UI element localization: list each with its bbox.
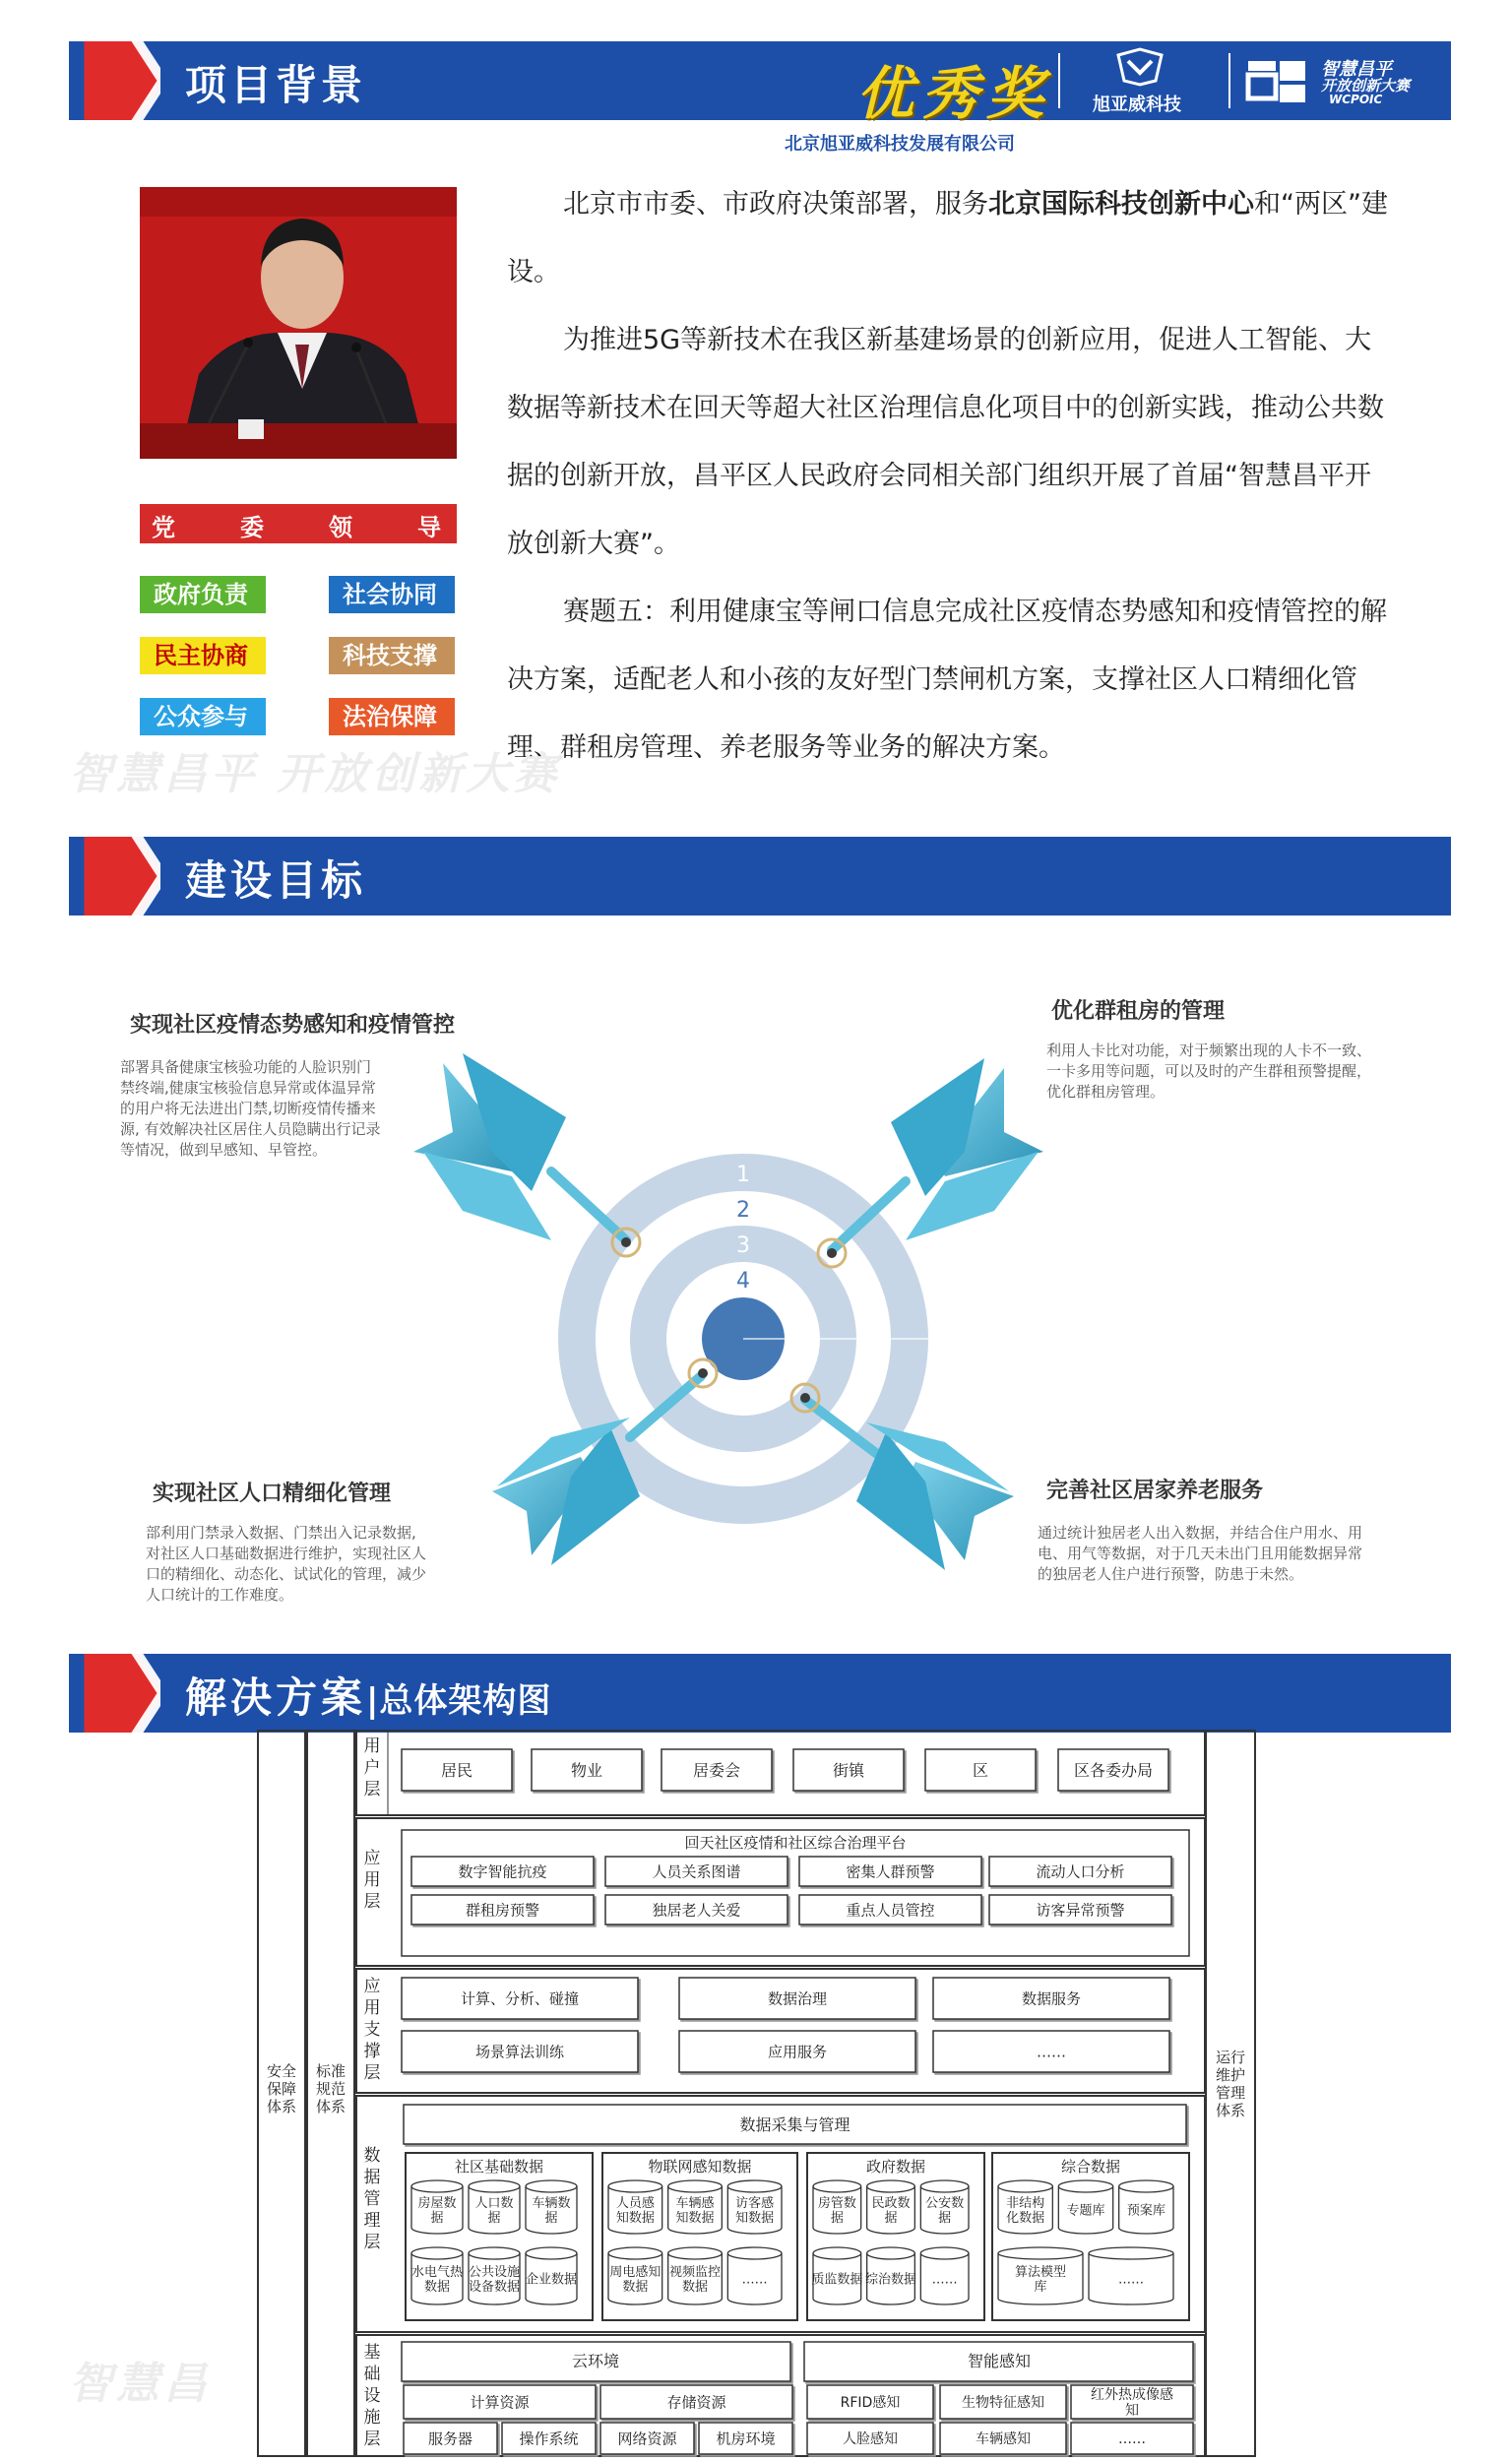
goal-description bbox=[146, 1523, 490, 1606]
cloud-item-box bbox=[502, 2423, 596, 2454]
app-module-box-label: 密集人群预警 bbox=[846, 1862, 935, 1881]
sense-item-box-label: RFID感知 bbox=[840, 2395, 901, 2411]
data-store-icon-label: …… bbox=[931, 2272, 958, 2288]
support-module-box-label: 场景算法训练 bbox=[474, 2043, 565, 2061]
section-logo-icon bbox=[67, 41, 160, 120]
support-layer-label: 撑 bbox=[363, 2042, 381, 2061]
data-store-icon-label: 公共设施 bbox=[468, 2265, 521, 2280]
section-title: 项目背景 bbox=[185, 61, 367, 109]
support-module-box-label: 计算、分析、碰撞 bbox=[460, 1989, 580, 2008]
goal-title: 实现社区人口精细化管理 bbox=[153, 1482, 392, 1506]
infra-layer-label: 设 bbox=[363, 2386, 381, 2406]
cloud-item-box-label: 网络资源 bbox=[617, 2429, 677, 2448]
goal-desc-line: 禁终端,健康宝核验信息异常或体温异常 bbox=[120, 1079, 376, 1097]
data-store-icon bbox=[920, 2247, 969, 2304]
app-module-box bbox=[989, 1895, 1171, 1925]
data-store-icon-label: 库 bbox=[1034, 2280, 1047, 2295]
data-store-icon-label: 据 bbox=[938, 2211, 952, 2226]
user-type-box-label: 区各委办局 bbox=[1073, 1761, 1154, 1780]
data-store-icon-label: 据 bbox=[487, 2211, 501, 2226]
infra-layer-label: 基 bbox=[363, 2343, 381, 2363]
data-store-icon bbox=[526, 2247, 577, 2304]
data-store-icon bbox=[526, 2180, 577, 2234]
data-store-icon bbox=[469, 2180, 520, 2234]
photo-illustration bbox=[140, 187, 457, 459]
support-module-box bbox=[933, 2031, 1169, 2072]
section-subtitle: |总体架构图 bbox=[366, 1681, 552, 1721]
section-logo-icon bbox=[67, 1654, 160, 1733]
goal-desc-line: 口的精细化、动态化、试试化的管理，减少 bbox=[146, 1565, 427, 1583]
divider bbox=[1058, 53, 1060, 108]
data-store-icon bbox=[608, 2180, 662, 2234]
data-store-icon bbox=[411, 2180, 463, 2234]
sense-item-box bbox=[1071, 2385, 1193, 2419]
support-module-box bbox=[402, 2031, 638, 2072]
goal-desc-line: 人口统计的工作难度。 bbox=[146, 1586, 294, 1604]
section-banner-background bbox=[69, 837, 1451, 915]
cloud-item-box-label: 机房环境 bbox=[716, 2429, 776, 2448]
operation-label: 管理 bbox=[1215, 2084, 1246, 2102]
cloud-item-box-label: 服务器 bbox=[427, 2429, 473, 2448]
smart-sense-title: 智能感知 bbox=[967, 2352, 1032, 2370]
cloud-env-title: 云环境 bbox=[571, 2352, 620, 2370]
goal-desc-line: 利用人卡比对功能，对于频繁出现的人卡不一致、 bbox=[1046, 1041, 1372, 1059]
support-module-box-label: 应用服务 bbox=[767, 2043, 828, 2061]
data-layer-label: 据 bbox=[363, 2168, 381, 2187]
intro-paragraph-2: 为推进5G等新技术在我区新基建场景的创新应用，促进人工智能、大数据等新技术在回天等超大社区治理信息化项目中的创新实践，推动公共数据的创新开放，昌平区人民政府会同相关部门组织开展了首届“智慧昌平开放创新大赛”。 bbox=[507, 325, 1384, 559]
data-store-icon bbox=[1058, 2180, 1112, 2234]
user-type-box bbox=[402, 1749, 512, 1791]
data-store-icon-label: 车辆感 bbox=[675, 2196, 715, 2211]
goal-desc-line: 源, 有效解决社区居住人员隐瞒出行记录 bbox=[120, 1120, 381, 1138]
cloud-item-box bbox=[404, 2423, 497, 2454]
data-collection-box-label: 数据采集与管理 bbox=[739, 2115, 850, 2134]
sense-item-box bbox=[940, 2385, 1066, 2419]
user-type-box bbox=[532, 1749, 642, 1791]
data-store-icon bbox=[608, 2247, 662, 2304]
data-store-icon-label: 数据 bbox=[423, 2280, 451, 2295]
data-store-icon-label: 知数据 bbox=[735, 2211, 775, 2226]
data-store-icon bbox=[920, 2180, 969, 2234]
cloud-item-box bbox=[699, 2423, 792, 2454]
compute-resource-box bbox=[404, 2385, 596, 2419]
data-store-icon-label: …… bbox=[1118, 2272, 1144, 2288]
section-title-main: 解决方案 bbox=[185, 1673, 367, 1722]
data-store-icon bbox=[411, 2247, 464, 2304]
data-store-icon-label: 民政数 bbox=[871, 2196, 911, 2211]
tag-header-char: 委 bbox=[240, 514, 264, 541]
data-layer-label: 层 bbox=[363, 2233, 381, 2252]
data-group-title: 物联网感知数据 bbox=[648, 2158, 752, 2176]
data-store-icon bbox=[469, 2247, 520, 2304]
app-module-box-label: 数字智能抗疫 bbox=[458, 1862, 547, 1881]
section-title bbox=[185, 1666, 551, 1725]
support-layer-label: 用 bbox=[363, 1998, 381, 2018]
standard-label: 体系 bbox=[315, 2098, 346, 2115]
tag-technology: 科技支撑 bbox=[329, 637, 455, 674]
goal-desc-line: 对社区人口基础数据进行维护，实现社区人 bbox=[146, 1545, 427, 1562]
goal-desc-line: 部署具备健康宝核验功能的人脸识别门 bbox=[120, 1058, 372, 1076]
support-module-box bbox=[679, 2031, 915, 2072]
app-platform-title: 回天社区疫情和社区综合治理平台 bbox=[684, 1834, 907, 1852]
goal-title: 完善社区居家养老服务 bbox=[1046, 1479, 1264, 1503]
sense-item-box-label: 人脸感知 bbox=[843, 2431, 898, 2447]
data-store-icon-label: 访客感 bbox=[735, 2196, 775, 2211]
support-module-box-label: …… bbox=[1037, 2043, 1066, 2061]
sense-item-box-label: 车辆感知 bbox=[976, 2431, 1031, 2447]
data-collection-box bbox=[404, 2105, 1186, 2144]
goal-desc-line: 电、用气等数据，对于几天未出门且用能数据异常 bbox=[1038, 1545, 1363, 1562]
sense-item-box bbox=[1071, 2423, 1193, 2454]
app-module-box bbox=[989, 1857, 1171, 1886]
app-module-box-label: 访客异常预警 bbox=[1036, 1901, 1125, 1920]
data-store-icon-label: 水电气热 bbox=[410, 2265, 464, 2280]
brand-xuyawei: 旭亚威科技 bbox=[1093, 95, 1181, 115]
infra-layer-label: 层 bbox=[363, 2429, 381, 2449]
data-store-icon bbox=[668, 2247, 723, 2304]
app-layer-label: 层 bbox=[363, 1892, 381, 1912]
architecture-diagram bbox=[0, 1728, 1512, 2461]
data-store-icon-label: 据 bbox=[430, 2211, 444, 2226]
xuyawei-logo-icon bbox=[1112, 47, 1167, 87]
tag-democracy: 民主协商 bbox=[140, 637, 266, 674]
data-store-icon bbox=[1089, 2247, 1173, 2304]
app-module-box bbox=[605, 1857, 788, 1886]
standard-label: 规范 bbox=[315, 2080, 346, 2098]
tag-public: 公众参与 bbox=[140, 698, 266, 735]
user-type-box bbox=[793, 1749, 904, 1791]
operation-label: 维护 bbox=[1215, 2066, 1246, 2084]
cloud-item-box-label: 操作系统 bbox=[519, 2429, 579, 2448]
leader-photo bbox=[140, 187, 457, 459]
app-module-box bbox=[799, 1895, 981, 1925]
sense-item-box bbox=[807, 2423, 933, 2454]
infra-layer-label: 施 bbox=[363, 2408, 381, 2428]
section-banner-background bbox=[69, 41, 1451, 127]
data-store-icon-label: 据 bbox=[544, 2211, 558, 2226]
app-module-box-label: 群租房预警 bbox=[465, 1901, 540, 1920]
goal-desc-line: 一卡多用等问题，可以及时的产生群租预警提醒， bbox=[1046, 1062, 1372, 1080]
data-store-icon-label: 数据 bbox=[622, 2280, 649, 2295]
support-module-box bbox=[933, 1978, 1169, 2019]
data-store-icon-label: 综治数据 bbox=[864, 2272, 917, 2288]
support-layer-label: 层 bbox=[363, 2063, 381, 2083]
storage-resource-box bbox=[600, 2385, 792, 2419]
support-module-box-label: 数据服务 bbox=[1021, 1989, 1082, 2008]
data-store-icon-label: …… bbox=[741, 2272, 768, 2288]
tag-header-char: 领 bbox=[329, 514, 352, 541]
target-ring-label: 1 bbox=[736, 1163, 750, 1187]
goal-desc-line: 的用户将无法进出门禁,切断疫情传播来 bbox=[120, 1100, 376, 1117]
app-module-box-label: 流动人口分析 bbox=[1036, 1862, 1125, 1881]
data-store-icon-label: 企业数据 bbox=[525, 2272, 578, 2288]
target-ring-label: 2 bbox=[736, 1198, 750, 1223]
user-layer-label: 层 bbox=[363, 1780, 381, 1799]
user-type-box bbox=[1058, 1749, 1168, 1791]
sense-item-box-label: …… bbox=[1118, 2431, 1146, 2447]
goal-desc-line: 部利用门禁录入数据、门禁出入记录数据, bbox=[146, 1524, 416, 1542]
data-store-icon-label: 预案库 bbox=[1126, 2203, 1166, 2219]
goal-desc-line: 等情况，做到早感知、早管控。 bbox=[120, 1141, 328, 1159]
sense-item-box bbox=[807, 2385, 933, 2419]
infra-layer-label: 础 bbox=[363, 2365, 381, 2384]
support-module-box-label: 数据治理 bbox=[767, 1989, 828, 2008]
sense-item-box-label: 红外热成像感 bbox=[1091, 2387, 1173, 2403]
sense-item-box-label: 知 bbox=[1125, 2403, 1139, 2419]
data-store-icon-label: 知数据 bbox=[615, 2211, 655, 2226]
data-group-title: 社区基础数据 bbox=[454, 2158, 544, 2176]
data-store-icon bbox=[865, 2247, 916, 2304]
operation-label: 体系 bbox=[1215, 2102, 1246, 2119]
data-store-icon bbox=[727, 2247, 782, 2304]
target-ring-label: 4 bbox=[736, 1269, 750, 1294]
intro-p1-highlight: 北京国际科技创新中心 bbox=[988, 189, 1254, 220]
award-badge: 优秀奖 bbox=[856, 60, 1052, 127]
user-type-box-label: 区 bbox=[972, 1761, 989, 1780]
data-store-icon-label: 车辆数 bbox=[532, 2196, 571, 2211]
data-store-icon bbox=[811, 2247, 862, 2304]
user-type-box-label: 街镇 bbox=[832, 1761, 865, 1780]
data-store-icon-label: 视频监控 bbox=[668, 2265, 722, 2280]
goal-title: 优化群租房的管理 bbox=[1051, 999, 1226, 1024]
divider bbox=[1228, 53, 1230, 108]
app-module-box bbox=[605, 1895, 788, 1925]
data-store-icon-label: 据 bbox=[830, 2211, 844, 2226]
intro-p1-text: 北京市市委、市政府决策部署，服务 bbox=[563, 189, 988, 220]
user-type-box bbox=[925, 1749, 1036, 1791]
brand-wcpoic-line1: 智慧昌平 bbox=[1321, 59, 1392, 80]
data-layer-label: 数 bbox=[363, 2146, 381, 2166]
tag-law: 法治保障 bbox=[329, 698, 455, 735]
user-type-box-label: 居委会 bbox=[692, 1761, 741, 1780]
data-store-icon-label: 化数据 bbox=[1006, 2211, 1045, 2226]
data-store-icon-label: 设备数据 bbox=[468, 2280, 521, 2295]
data-store-icon-label: 知数据 bbox=[675, 2211, 715, 2226]
section-title: 建设目标 bbox=[185, 856, 367, 905]
data-store-icon bbox=[998, 2180, 1052, 2234]
security-label: 体系 bbox=[266, 2098, 297, 2115]
app-module-box bbox=[411, 1895, 594, 1925]
user-type-box bbox=[662, 1749, 772, 1791]
app-module-box-label: 独居老人关爱 bbox=[652, 1901, 741, 1920]
support-module-box bbox=[679, 1978, 915, 2019]
app-module-box-label: 重点人员管控 bbox=[846, 1901, 935, 1920]
data-store-icon bbox=[813, 2180, 861, 2234]
data-store-icon bbox=[727, 2180, 782, 2234]
section-logo-icon bbox=[67, 837, 160, 915]
brand-wcpoic-line2: 开放创新大赛 bbox=[1321, 77, 1411, 95]
tag-header-char: 党 bbox=[152, 514, 175, 541]
goal-description bbox=[1046, 1041, 1440, 1103]
data-store-icon-label: 人员感 bbox=[615, 2196, 655, 2211]
app-module-box bbox=[411, 1857, 594, 1886]
data-store-icon-label: 质监数据 bbox=[811, 2272, 863, 2288]
intro-p1-text-end: 和“两区”建设。 bbox=[507, 189, 1388, 287]
storage-resource-box-label: 存储资源 bbox=[666, 2393, 726, 2412]
data-store-icon-label: 数据 bbox=[681, 2280, 709, 2295]
intro-text bbox=[507, 170, 1393, 782]
user-layer-label: 用 bbox=[363, 1736, 381, 1756]
watermark-text: 智慧昌平 开放创新大赛 bbox=[69, 749, 561, 799]
security-label: 保障 bbox=[266, 2080, 297, 2098]
app-layer-label: 应 bbox=[363, 1849, 381, 1868]
data-store-icon-label: 周电感知 bbox=[609, 2265, 662, 2280]
dart-icon bbox=[413, 1053, 640, 1256]
data-layer-label: 管 bbox=[363, 2189, 381, 2209]
intro-paragraph-3: 赛题五：利用健康宝等闸口信息完成社区疫情态势感知和疫情管控的解决方案，适配老人和小孩的友好型门禁闸机方案，支撑社区人口精细化管理、群租房管理、养老服务等业务的解决方案。 bbox=[507, 597, 1387, 763]
app-layer-label: 用 bbox=[363, 1870, 381, 1890]
sense-item-box-label: 生物特征感知 bbox=[962, 2395, 1044, 2411]
support-layer-label: 应 bbox=[363, 1977, 381, 1996]
tag-government: 政府负责 bbox=[140, 576, 266, 613]
support-module-box bbox=[402, 1978, 638, 2019]
data-store-icon-label: 非结构 bbox=[1006, 2196, 1045, 2211]
data-store-icon bbox=[998, 2247, 1083, 2304]
goal-description bbox=[120, 1057, 445, 1161]
sense-item-box bbox=[940, 2423, 1066, 2454]
data-store-icon-label: 房屋数 bbox=[417, 2196, 457, 2211]
user-layer-label: 户 bbox=[363, 1758, 381, 1778]
user-type-box-label: 居民 bbox=[440, 1761, 473, 1780]
data-store-icon-label: 据 bbox=[884, 2211, 898, 2226]
wcpoic-logo-icon bbox=[1244, 55, 1311, 108]
support-layer-label: 支 bbox=[363, 2020, 381, 2040]
compute-resource-box-label: 计算资源 bbox=[470, 2393, 530, 2412]
goal-title: 实现社区疫情态势感知和疫情管控 bbox=[130, 1013, 456, 1038]
data-store-icon bbox=[867, 2180, 915, 2234]
goal-desc-line: 通过统计独居老人出入数据，并结合住户用水、用 bbox=[1038, 1524, 1363, 1542]
tag-header-bar bbox=[140, 504, 457, 543]
data-store-icon-label: 算法模型 bbox=[1014, 2265, 1067, 2280]
data-group-title: 综合数据 bbox=[1060, 2158, 1121, 2176]
target-ring-label: 3 bbox=[736, 1233, 750, 1258]
security-label: 安全 bbox=[266, 2062, 297, 2080]
data-store-icon-label: 人口数 bbox=[474, 2196, 514, 2211]
goal-desc-line: 优化群租房管理。 bbox=[1046, 1083, 1166, 1101]
company-name: 北京旭亚威科技发展有限公司 bbox=[785, 134, 1015, 155]
data-group-title: 政府数据 bbox=[865, 2158, 926, 2176]
tag-society: 社会协同 bbox=[329, 576, 455, 613]
data-store-icon bbox=[668, 2180, 723, 2234]
data-store-icon bbox=[1119, 2180, 1173, 2234]
intro-paragraph-1 bbox=[507, 170, 1393, 306]
user-type-box-label: 物业 bbox=[570, 1761, 603, 1780]
app-module-box-label: 人员关系图谱 bbox=[652, 1862, 741, 1881]
standard-label: 标准 bbox=[315, 2062, 346, 2080]
data-store-icon-label: 专题库 bbox=[1066, 2203, 1105, 2219]
goal-desc-line: 的独居老人住户进行预警，防患于未然。 bbox=[1038, 1565, 1304, 1583]
data-store-icon-label: 房管数 bbox=[817, 2196, 856, 2211]
tag-header-char: 导 bbox=[417, 514, 441, 541]
goal-description bbox=[1038, 1523, 1441, 1585]
section-banner-background bbox=[69, 1654, 1451, 1733]
brand-wcpoic-line3: WCPOIC bbox=[1329, 93, 1383, 106]
dart-icon bbox=[818, 1058, 1043, 1267]
data-store-icon-label: 公安数 bbox=[925, 2196, 965, 2211]
data-layer-label: 理 bbox=[363, 2211, 381, 2231]
operation-label: 运行 bbox=[1215, 2049, 1246, 2066]
watermark-text: 智慧昌 bbox=[69, 2359, 211, 2409]
app-module-box bbox=[799, 1857, 981, 1886]
cloud-item-box bbox=[600, 2423, 694, 2454]
